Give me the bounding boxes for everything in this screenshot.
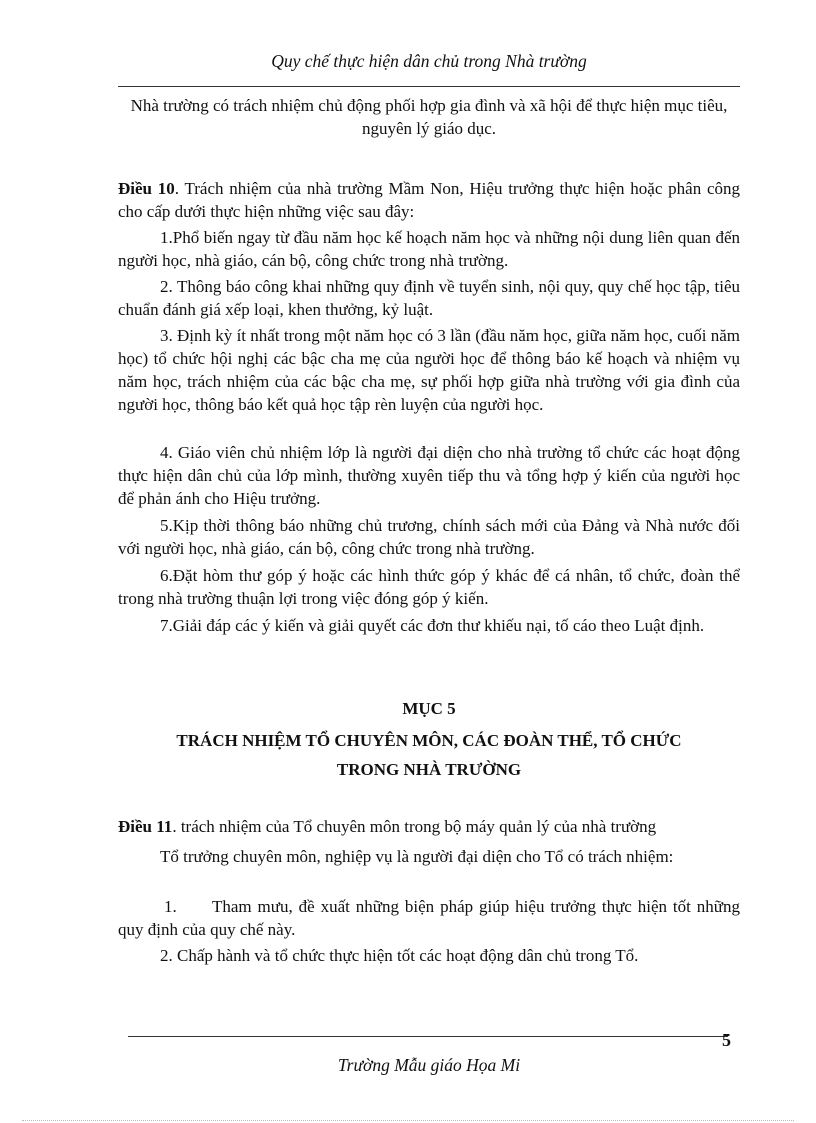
article-11-item-1 — [118, 895, 740, 941]
page-number: 5 — [722, 1030, 731, 1050]
article-10-item-4: 4. Giáo viên chủ nhiệm lớp là người đại diện cho nhà trường tổ chức các hoạt động thực hiện dân chủ của lớp mình, thường xuyên tiếp thu và tổng hợp ý kiến của người học để phản ánh cho Hiệu trưởng. — [118, 443, 740, 508]
section-number: MỤC 5 — [402, 699, 456, 718]
running-header: Quy chế thực hiện dân chủ trong Nhà trường — [271, 51, 587, 71]
article-10-item-6: 6.Đặt hòm thư góp ý hoặc các hình thức góp ý khác để cá nhân, tổ chức, đoàn thể trong nhà trường thuận lợi trong việc đóng góp ý kiến. — [118, 566, 740, 608]
article-10-item-1: 1.Phổ biến ngay từ đầu năm học kế hoạch năm học và những nội dung liên quan đến người học, nhà giáo, cán bộ, công chức trong nhà trường. — [118, 228, 740, 270]
article-10-text: . Trách nhiệm của nhà trường Mầm Non, Hiệu trưởng thực hiện hoặc phân công cho cấp dưới thực hiện những việc sau đây: — [118, 179, 740, 221]
article-10-item-5: 5.Kịp thời thông báo những chủ trương, chính sách mới của Đảng và Nhà nước đối với người học, nhà giáo, cán bộ, công chức trong nhà trường. — [118, 516, 740, 558]
article-11-label: Điều 11 — [118, 817, 173, 836]
section-title-line-2: TRONG NHÀ TRƯỜNG — [336, 760, 522, 779]
article-11-item-1-text: Tham mưu, đề xuất những biện pháp giúp hiệu trưởng thực hiện tốt những quy định của quy chế này. — [118, 897, 740, 939]
article-11-item-2-text: Chấp hành và tổ chức thực hiện tốt các hoạt động dân chủ trong Tổ. — [177, 946, 639, 965]
article-10-heading — [118, 177, 740, 223]
article-11-lead: Tổ trưởng chuyên môn, nghiệp vụ là người đại diện cho Tổ có trách nhiệm: — [160, 847, 674, 866]
page-edge-dotted-line — [22, 1120, 794, 1121]
article-10-item-7: 7.Giải đáp các ý kiến và giải quyết các đơn thư khiếu nại, tố cáo theo Luật định. — [160, 616, 705, 635]
article-10-item-2: 2. Thông báo công khai những quy định về tuyển sinh, nội quy, quy chế học tập, tiêu chuẩn đánh giá xếp loại, khen thưởng, kỷ luật. — [118, 277, 740, 319]
article-10-label: Điều 10 — [118, 179, 175, 198]
running-footer: Trường Mẫu giáo Họa Mi — [337, 1055, 521, 1075]
footer-rule — [128, 1036, 728, 1037]
article-10-item-3: 3. Định kỳ ít nhất trong một năm học có 3 lần (đầu năm học, giữa năm học, cuối năm học) tổ chức hội nghị các bậc cha mẹ của người học để thông báo kế hoạch và nhiệm vụ năm học, trách nhiệm của các bậc cha mẹ, sự phối hợp giữa nhà trường với gia đình của người học, thông báo kết quả học tập rèn luyện của người học. — [118, 326, 740, 414]
article-11-item-1-number: 1. — [164, 897, 177, 916]
header-rule — [118, 86, 740, 87]
article-11-item-2-number: 2. — [160, 946, 173, 965]
section-title-line-1: TRÁCH NHIỆM TỔ CHUYÊN MÔN, CÁC ĐOÀN THỂ, TỔ CHỨC — [176, 731, 682, 750]
article-11-heading — [118, 815, 740, 838]
article-11-item-2 — [118, 944, 740, 967]
intro-paragraph: Nhà trường có trách nhiệm chủ động phối hợp gia đình và xã hội để thực hiện mục tiêu, nguyên lý giáo dục. — [130, 96, 728, 138]
article-11-text: . trách nhiệm của Tổ chuyên môn trong bộ máy quản lý của nhà trường — [172, 817, 657, 836]
